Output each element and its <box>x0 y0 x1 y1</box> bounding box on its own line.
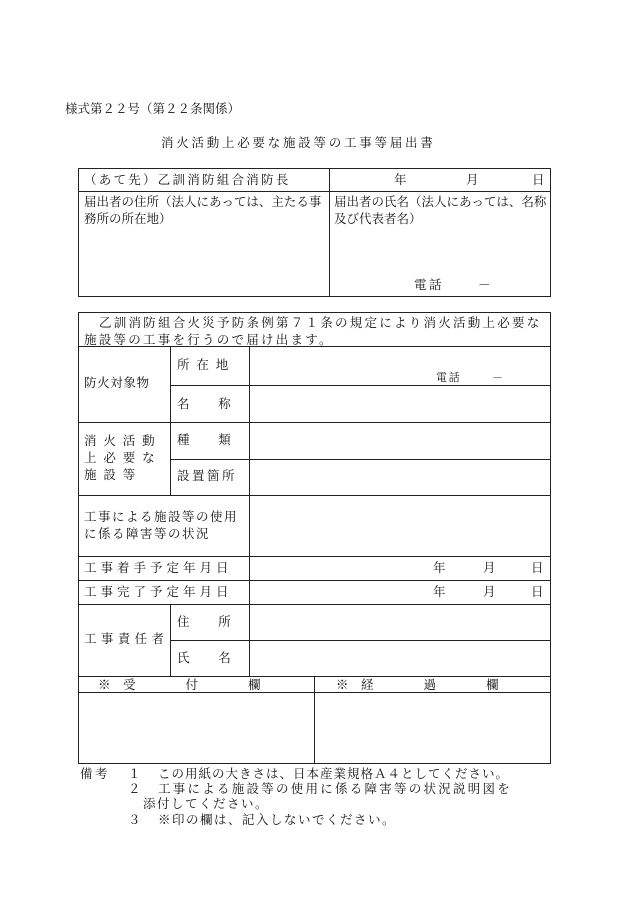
target-phone-label: 電話 <box>436 371 462 384</box>
start-day: 日 <box>531 560 544 575</box>
note-1: この用紙の大きさは、日本産業規格Ａ４としてください。 <box>158 766 510 781</box>
document-title: 消火活動上必要な施設等の工事等届出書 <box>161 135 436 150</box>
form-number: 様式第２２号（第２２条関係） <box>65 101 241 116</box>
impact-label: 工事による施設等の使用に係る障害等の状況 <box>84 509 239 541</box>
note-2-line-2: 添付してください。 <box>143 796 270 811</box>
fire-target-label: 防火対象物 <box>84 375 150 390</box>
address-label: 住所 <box>177 614 260 629</box>
responsible-label: 工事責任者 <box>84 631 169 646</box>
start-month: 月 <box>483 560 496 575</box>
applicant-address-label: 届出者の住所（法人にあっては、主たる事務所の所在地） <box>84 194 322 226</box>
end-year: 年 <box>433 584 446 599</box>
applicant-phone-dash: － <box>478 277 491 292</box>
progress-label: ※ 経 過 欄 <box>336 677 499 692</box>
applicant-phone-label: 電話 <box>414 277 445 292</box>
date-month-label: 月 <box>466 172 479 187</box>
start-date-label: 工事着手予定年月日 <box>84 560 233 575</box>
install-place-label: 設置箇所 <box>177 468 238 483</box>
end-day: 日 <box>531 584 544 599</box>
note-2-number: ２ <box>128 781 141 796</box>
date-day-label: 日 <box>532 172 545 187</box>
note-3-number: ３ <box>128 812 141 827</box>
date-year-label: 年 <box>394 172 407 187</box>
target-phone-dash: － <box>492 371 503 384</box>
applicant-name-label: 届出者の氏名（法人にあっては、名称及び代表者名） <box>334 194 547 226</box>
name-label: 名称 <box>177 396 260 411</box>
addressee: （あて先）乙訓消防組合消防長 <box>84 172 291 187</box>
notes-heading: 備考 <box>80 766 111 781</box>
intro-text: 乙訓消防組合火災予防条例第７１条の規定により消火活動上必要な施設等の工事を行うので届け出ます。 <box>84 315 542 347</box>
facility-label: 消火活動上必要な施設等 <box>84 433 162 482</box>
type-label: 種類 <box>177 432 260 447</box>
note-2-line-1: 工事による施設等の使用に係る障害等の状況説明図を <box>158 781 513 796</box>
start-year: 年 <box>433 560 446 575</box>
end-date-label: 工事完了予定年月日 <box>84 584 233 599</box>
note-1-number: １ <box>128 766 141 781</box>
note-3: ※印の欄は、記入しないでください。 <box>158 812 397 827</box>
location-label: 所在地 <box>177 357 236 372</box>
end-month: 月 <box>483 584 496 599</box>
reception-label: ※ 受 付 欄 <box>98 677 261 692</box>
person-name-label: 氏名 <box>177 650 260 665</box>
